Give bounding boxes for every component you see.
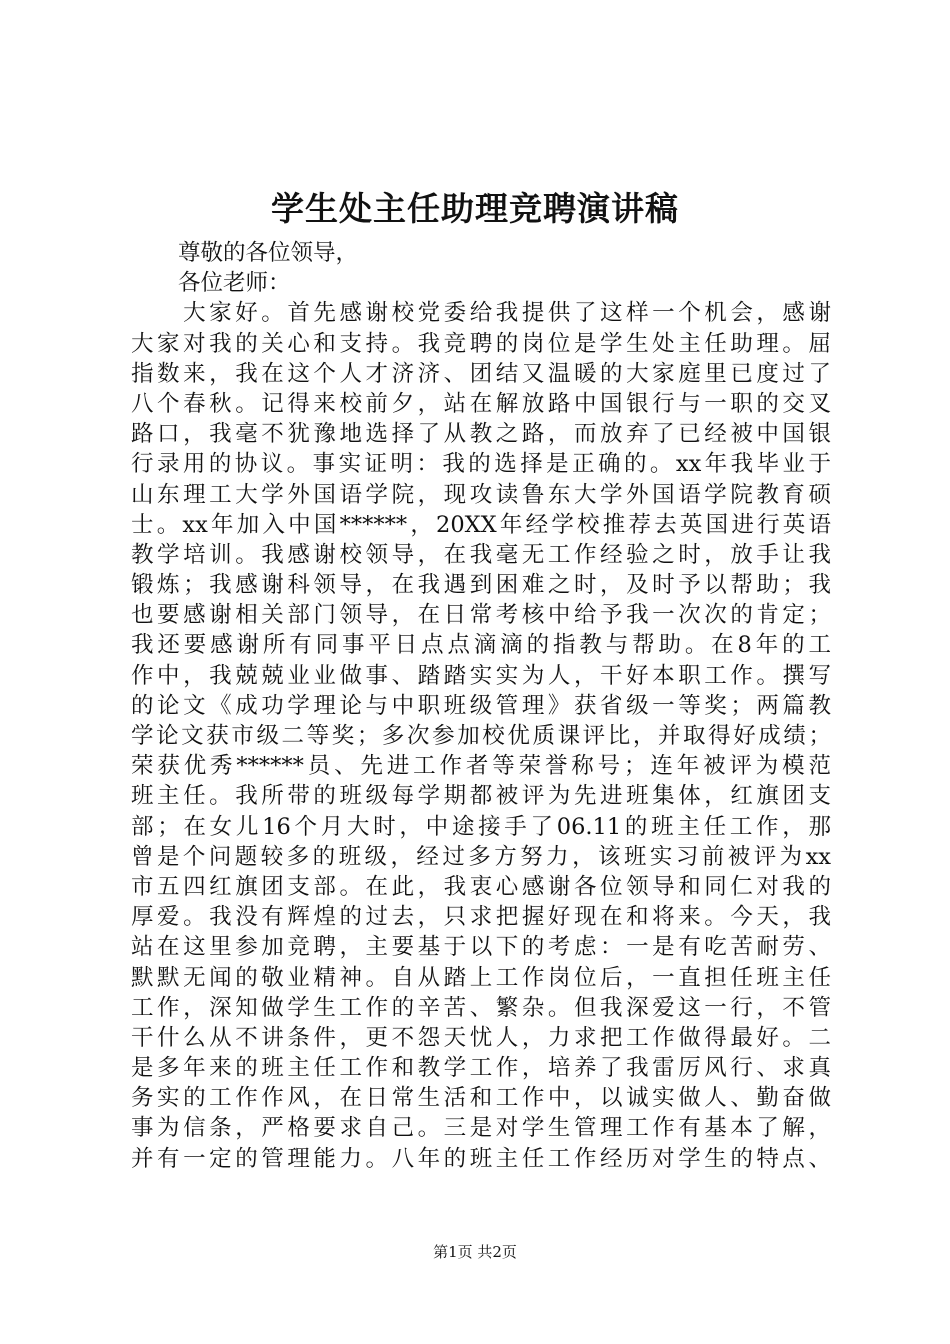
paragraph-line: 站在这里参加竞聘，主要基于以下的考虑：一是有吃苦耐劳、 bbox=[131, 934, 831, 961]
paragraph-line: 默默无闻的敬业精神。自从踏上工作岗位后，一直担任班主任 bbox=[131, 964, 831, 991]
paragraph-line: 班主任。我所带的班级每学期都被评为先进班集体，红旗团支 bbox=[131, 783, 831, 810]
paragraph-line: 作中，我兢兢业业做事、踏踏实实为人，干好本职工作。撰写 bbox=[131, 662, 831, 689]
paragraph-line: 工作，深知做学生工作的辛苦、繁杂。但我深爱这一行，不管 bbox=[131, 994, 831, 1021]
paragraph-line: 市五四红旗团支部。在此，我衷心感谢各位领导和同仁对我的 bbox=[131, 873, 831, 900]
paragraph-line: 教学培训。我感谢校领导，在我毫无工作经验之时，放手让我 bbox=[131, 541, 831, 568]
greeting-line: 各位老师： bbox=[178, 270, 291, 297]
paragraph-line: 八个春秋。记得来校前夕，站在解放路中国银行与一职的交叉 bbox=[131, 390, 831, 417]
paragraph-line: 干什么从不讲条件，更不怨天忧人，力求把工作做得最好。二 bbox=[131, 1024, 831, 1051]
paragraph-line: 大家对我的关心和支持。我竞聘的岗位是学生处主任助理。屈 bbox=[131, 330, 831, 357]
paragraph-line: 大家好。首先感谢校党委给我提供了这样一个机会，感谢 bbox=[131, 300, 831, 327]
paragraph-line: 曾是个问题较多的班级，经过多方努力，该班实习前被评为xx bbox=[131, 843, 831, 870]
paragraph-line: 行录用的协议。事实证明：我的选择是正确的。xx年我毕业于 bbox=[131, 451, 831, 478]
document-title: 学生处主任助理竞聘演讲稿 bbox=[271, 189, 679, 228]
paragraph-line: 并有一定的管理能力。八年的班主任工作经历对学生的特点、 bbox=[131, 1145, 831, 1172]
paragraph-line: 务实的工作作风，在日常生活和工作中，以诚实做人、勤奋做 bbox=[131, 1085, 831, 1112]
paragraph-line: 荣获优秀******员、先进工作者等荣誉称号；连年被评为模范 bbox=[131, 753, 831, 780]
document-body bbox=[131, 238, 831, 1174]
paragraph-line: 指数来，我在这个人才济济、团结又温暖的大家庭里已度过了 bbox=[131, 360, 831, 387]
paragraph-line: 学论文获市级二等奖；多次参加校优质课评比，并取得好成绩； bbox=[131, 723, 831, 749]
paragraph-line: 路口，我毫不犹豫地选择了从教之路，而放弃了已经被中国银 bbox=[131, 421, 831, 448]
paragraph-line: 部；在女儿16个月大时，中途接手了06.11的班主任工作，那 bbox=[131, 813, 831, 840]
paragraph-line: 士。xx年加入中国******，20XX年经学校推荐去英国进行英语 bbox=[131, 511, 831, 538]
paragraph-line: 的论文《成功学理论与中职班级管理》获省级一等奖；两篇教 bbox=[131, 692, 831, 719]
paragraph-line: 也要感谢相关部门领导，在日常考核中给予我一次次的肯定； bbox=[131, 602, 831, 629]
paragraph-line: 是多年来的班主任工作和教学工作，培养了我雷厉风行、求真 bbox=[131, 1055, 831, 1082]
paragraph-line: 事为信条，严格要求自己。三是对学生管理工作有基本了解， bbox=[131, 1115, 831, 1142]
greeting-line: 尊敬的各位领导， bbox=[178, 240, 359, 266]
paragraph-line: 山东理工大学外国语学院，现攻读鲁东大学外国语学院教育硕 bbox=[131, 481, 831, 508]
page-number-footer: 第1页 共2页 bbox=[433, 1243, 517, 1261]
paragraph-line: 厚爱。我没有辉煌的过去，只求把握好现在和将来。今天，我 bbox=[131, 904, 831, 931]
paragraph-line: 我还要感谢所有同事平日点点滴滴的指教与帮助。在8年的工 bbox=[131, 632, 831, 659]
paragraph-line: 锻炼；我感谢科领导，在我遇到困难之时，及时予以帮助；我 bbox=[131, 572, 831, 599]
